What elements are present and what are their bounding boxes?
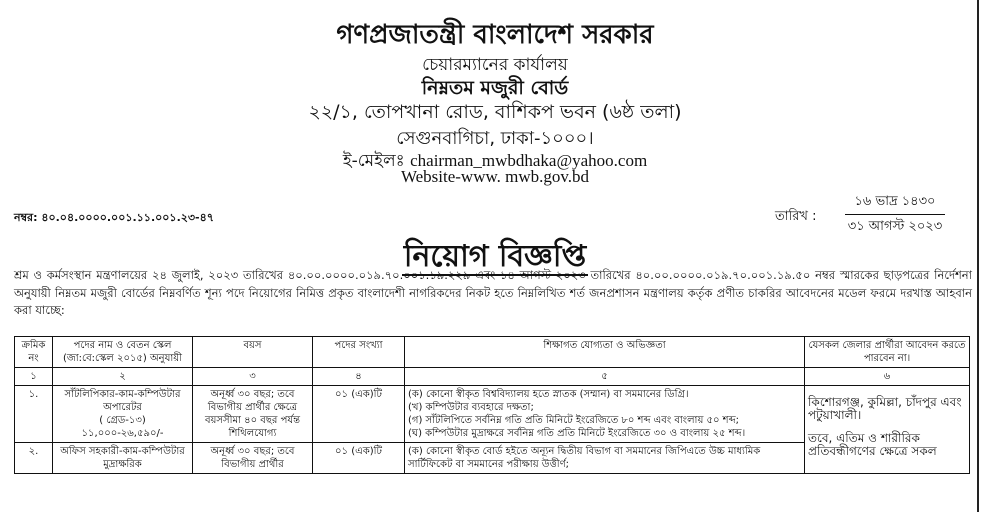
age-cell: অনূর্ধ্ব ৩০ বছর; তবে বিভাগীয় প্রার্থীর (193, 443, 313, 474)
table-header-row (15, 337, 970, 368)
row-serial: ১. (15, 386, 53, 443)
notice-title-text: নিয়োগ বিজ্ঞপ্তি (403, 239, 587, 274)
email-address[interactable]: chairman_mwbdhaka@yahoo.com (410, 151, 648, 170)
office-name: চেয়ারম্যানের কার্যালয় (422, 55, 568, 75)
header-qualification: শিক্ষাগত যোগ্যতা ও অভিজ্ঞতা (405, 337, 805, 368)
table-row (15, 386, 970, 443)
post-name: অফিস সহকারী-কাম-কম্পিউটার মুদ্রাক্ষরিক (53, 443, 193, 474)
districts-exception: তবে, এতিম ও শারীরিক প্রতিবন্ধীগণের ক্ষেত্রে সকল (808, 431, 937, 458)
column-number: ৬ (805, 368, 970, 386)
count-cell: ০১ (এক)টি (313, 443, 405, 474)
date-label: তারিখ : (775, 209, 817, 224)
header-post: পদের নাম ও বেতন স্কেল (জা:বে:স্কেল ২০১৫) অনুযায়ী (53, 337, 193, 368)
qualification-item: (ক) কোনো স্বীকৃত বিশ্ববিদ্যালয় হতে স্নাতক (সম্মান) বা সমমানের ডিগ্রি। (408, 389, 689, 400)
government-name: গণপ্রজাতন্ত্রী বাংলাদেশ সরকার (336, 20, 654, 50)
address-line-1: ২২/১, তোপখানা রোড, বাশিকপ ভবন (৬ষ্ঠ তলা) (308, 101, 682, 123)
post-grade: ( গ্রেড-১৩) (99, 415, 146, 426)
website-line[interactable]: Website-www. mwb.gov.bd (400, 167, 590, 186)
date-english: ৩১ আগস্ট ২০২৩ (847, 219, 943, 234)
age-cell: অনূর্ধ্ব ৩০ বছর; তবে বিভাগীয় প্রার্থীর ক্ষেত্রে বয়সসীমা ৪০ বছর পর্যন্ত শিথিলযোগ্য (193, 386, 313, 443)
column-number: ৪ (313, 368, 405, 386)
qualification-item: (খ) কম্পিউটার ব্যবহারে দক্ষতা; (408, 402, 534, 413)
qualification-cell (405, 443, 805, 474)
post-scale: ১১,০০০-২৬,৫৯০/- (81, 428, 164, 439)
header-count: পদের সংখ্যা (313, 337, 405, 368)
memo-number: নম্বর: ৪০.০৪.০০০০.০০১.১১.০০১.২৩-৪৭ (14, 211, 214, 224)
post-name: সাঁটলিপিকার-কাম-কম্পিউটার অপারেটর (64, 389, 181, 413)
vacancy-table (14, 336, 970, 474)
column-number-row (15, 368, 970, 386)
board-name: নিম্নতম মজুরী বোর্ড (421, 77, 569, 99)
qualification-item: (ক) কোনো স্বীকৃত বোর্ড হইতে অন্যূন দ্বিতীয় বিভাগ বা সমমানের জিপিএতে উচ্চ মাধ্যমিক সার্টিফিকেট বা সমমানের পরীক্ষায় উত্তীর্ণ; (408, 446, 761, 470)
column-number: ১ (15, 368, 53, 386)
qualification-item: (ঘ) কম্পিউটার মুদ্রাক্ষরে সর্বনিম্ন গতি প্রতি মিনিটে ইংরেজিতে ৩০ ও বাংলায় ২৫ শব্দ। (408, 428, 746, 439)
email-label: ই-মেইলঃ (342, 151, 405, 171)
header-age: বয়স (193, 337, 313, 368)
header-serial: ক্রমিক নং (15, 337, 53, 368)
column-number: ২ (53, 368, 193, 386)
qualification-cell (405, 386, 805, 443)
header-districts: যেসকল জেলার প্রার্থীরা আবেদন করতে পারবেন না। (805, 337, 970, 368)
post-cell (53, 386, 193, 443)
qualification-item: (গ) সাঁটলিপিতে সর্বনিম্ন গতি প্রতি মিনিটে ইংরেজিতে ৮০ শব্দ এবং বাংলায় ৫০ শব্দ; (408, 415, 739, 426)
restricted-districts: কিশোরগঞ্জ, কুমিল্লা, চাঁদপুর এবং পটুয়াখালী। (808, 395, 962, 422)
address-line-2: সেগুনবাগিচা, ঢাকা-১০০০। (396, 128, 594, 149)
column-number: ৩ (193, 368, 313, 386)
count-cell: ০১ (এক)টি (313, 386, 405, 443)
districts-cell (805, 386, 970, 474)
column-number: ৫ (405, 368, 805, 386)
row-serial: ২. (15, 443, 53, 474)
intro-paragraph: শ্রম ও কর্মসংস্থান মন্ত্রণালয়ের ২৪ জুলাই, ২০২৩ তারিখের ৪০.০০.০০০০.০১৯.৭০.০০১.১৯.২২৯ এবং ১৪ আগস্ট ২০২৩ তারিখের ৪০.০০.০০০০.০১৯.৭০.০০১.১৯.৫০ নম্বর স্মারকের ছাড়পত্রের নির্দেশনা অনুযায়ী নিম্নতম মজুরী বোর্ডের নিম্নবর্ণিত শূন্য পদে নিয়োগের নিমিত্ত প্রকৃত বাংলাদেশী নাগরিকদের নিকট হতে নিম্নলিখিত শর্ত জনপ্রশাসন মন্ত্রণালয় কর্তৃক প্রণীত চাকরির আবেদনের মডেল ফরমে দরখাস্ত আহবান করা যাচ্ছে: (14, 268, 972, 317)
date-bangla: ১৬ ভাদ্র ১৪৩০ (845, 192, 945, 215)
